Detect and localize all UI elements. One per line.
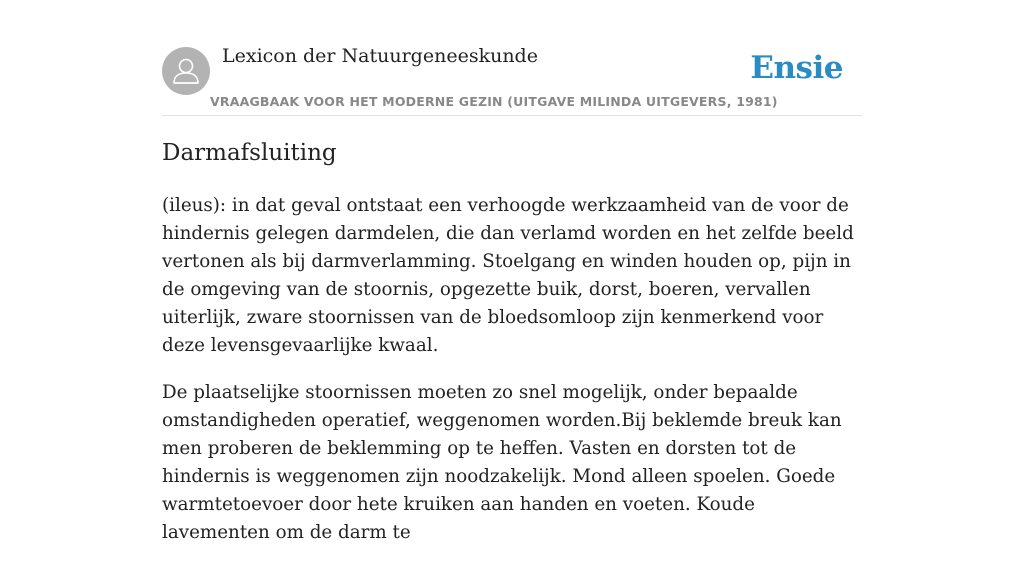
entry-paragraph: (ileus): in dat geval ontstaat een verhoogde werkzaamheid van de voor de hindernis gelegen darmdelen, die dan verlamd worden en het zelfde beeld vertonen als bij darmverlamming. Stoelgang en winden houden op, pijn in de omgeving van de stoornis, opgezette buik, dorst, boeren, vervallen uiterlijk, zware stoornissen van de bloedsomloop zijn kenmerkend voor deze levensgevaarlijke kwaal.	[162, 195, 854, 356]
user-silhouette-icon[interactable]	[162, 47, 210, 95]
entry-content	[162, 192, 864, 566]
source-subtitle: VRAAGBAAK VOOR HET MODERNE GEZIN (UITGAVE MILINDA UITGEVERS, 1981)	[210, 94, 778, 109]
source-title-link[interactable]: Lexicon der Natuurgeneeskunde	[222, 45, 538, 67]
brand-logo[interactable]: Ensie	[750, 50, 843, 86]
source-header	[162, 44, 862, 116]
entry-title: Darmafsluiting	[162, 140, 337, 166]
entry-paragraph: De plaatselijke stoornissen moeten zo snel mogelijk, onder bepaalde omstandigheden operatief, weggenomen worden.Bij beklemde breuk kan men proberen de beklemming op te heffen. Vasten en dorsten tot de hindernis is weggenomen zijn noodzakelijk. Mond alleen spoelen. Goede warmtetoevoer door hete kruiken aan handen en voeten. Koude lavementen om de darm te	[162, 382, 842, 543]
